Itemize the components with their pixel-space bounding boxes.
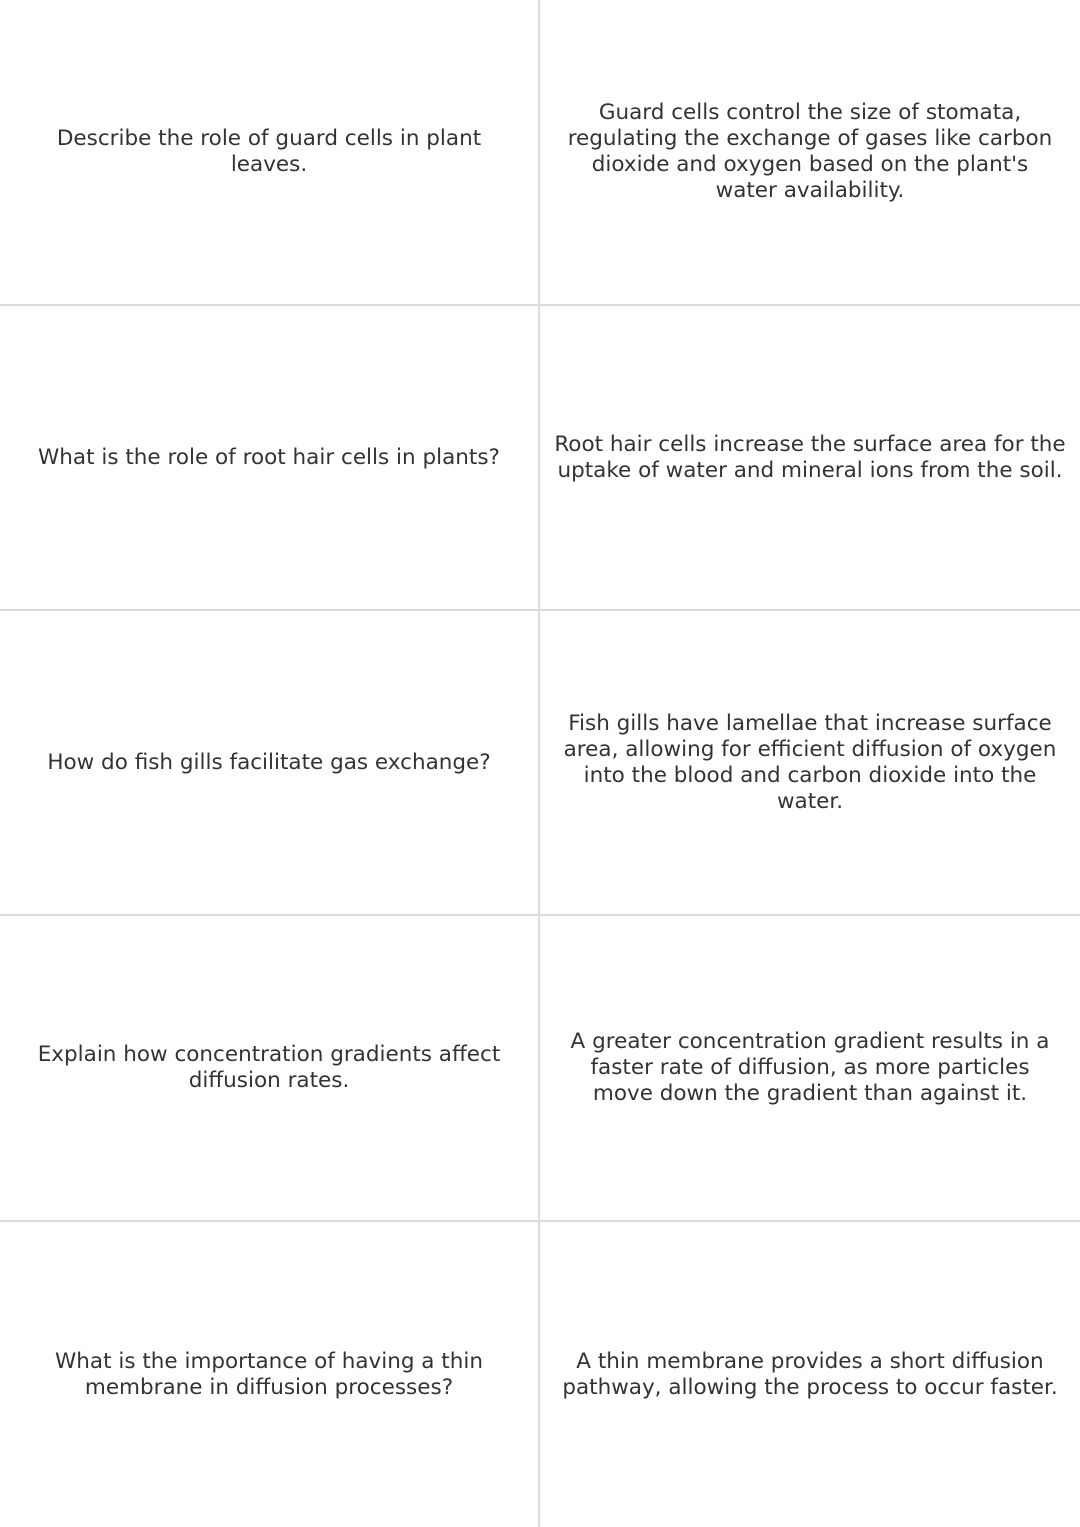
flashcard-answer — [540, 611, 1080, 914]
flashcard-answer — [540, 1222, 1080, 1527]
flashcard-answer — [540, 306, 1080, 609]
flashcard-answer — [540, 916, 1080, 1220]
flashcard-question — [0, 916, 540, 1220]
flashcard-row — [0, 1222, 1080, 1527]
answer-text: A greater concentration gradient results in a faster rate of diffusion, as more particles move down the gradient than against it. — [570, 1029, 1050, 1106]
flashcard-answer — [540, 0, 1080, 304]
answer-text: A thin membrane provides a short diffusion pathway, allowing the process to occur faster. — [562, 1348, 1058, 1400]
question-text: What is the importance of having a thin membrane in diffusion processes? — [55, 1348, 483, 1400]
flashcard-question — [0, 611, 540, 914]
question-text: Describe the role of guard cells in plant leaves. — [56, 126, 482, 177]
flashcard-question — [0, 306, 540, 609]
flashcard-question — [0, 0, 540, 304]
flashcard-row — [0, 611, 1080, 916]
flashcard-row — [0, 306, 1080, 611]
question-text: Explain how concentration gradients affect diffusion rates. — [37, 1042, 501, 1093]
flashcard-row — [0, 0, 1080, 306]
answer-text: Root hair cells increase the surface area for the uptake of water and mineral ions from the soil. — [554, 431, 1066, 483]
question-text: What is the role of root hair cells in plants? — [38, 444, 500, 470]
flashcard-row — [0, 916, 1080, 1222]
answer-text: Guard cells control the size of stomata, regulating the exchange of gases like carbon dioxide and oxygen based on the plant's water availability. — [567, 100, 1053, 203]
question-text: How do fish gills facilitate gas exchange? — [47, 749, 491, 775]
answer-text: Fish gills have lamellae that increase surface area, allowing for efficient diffusion of oxygen into the blood and carbon dioxide into the water. — [563, 710, 1057, 814]
flashcard-question — [0, 1222, 540, 1527]
